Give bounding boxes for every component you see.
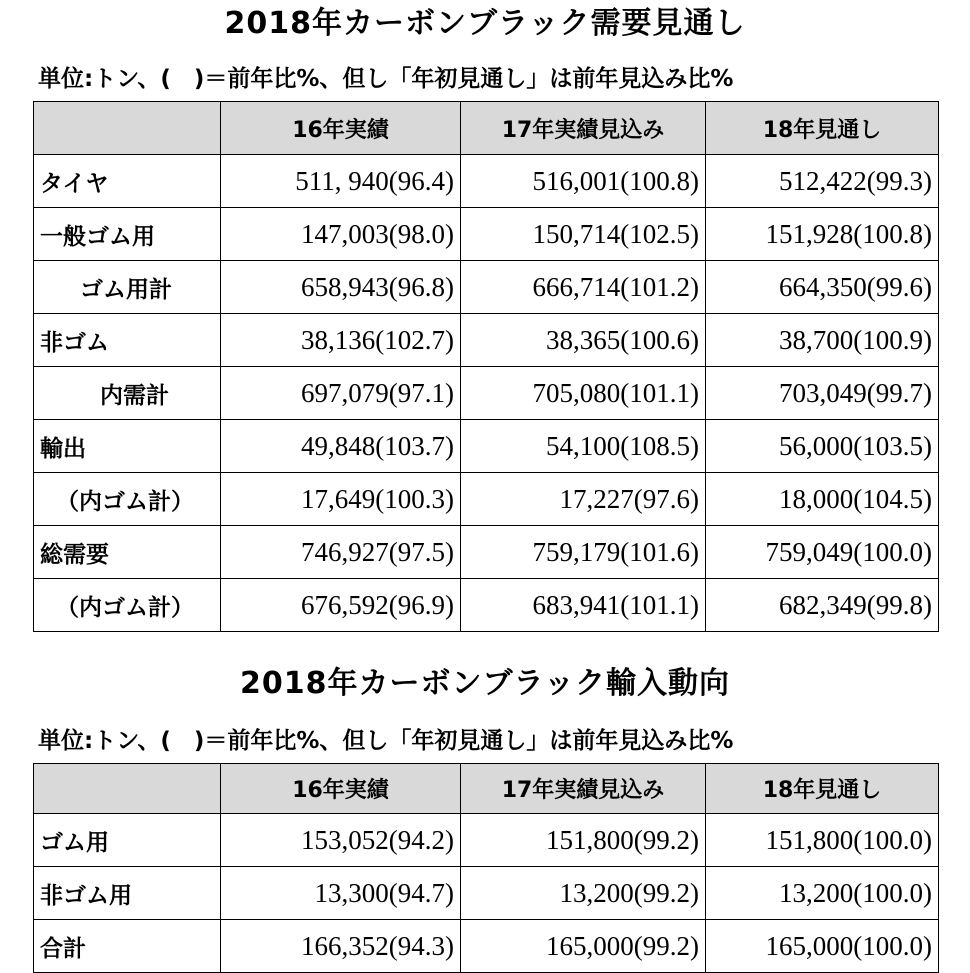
row-label-rubber-use: ゴム用 xyxy=(34,814,221,867)
cell-value: 664,350(99.6) xyxy=(706,261,939,314)
imports-header-2017: 17年実績見込み xyxy=(461,764,706,814)
table-row xyxy=(34,208,939,261)
table-row xyxy=(34,920,939,973)
demand-header-2016: 16年実績 xyxy=(221,102,461,155)
imports-header-row xyxy=(34,764,939,814)
cell-value: 56,000(103.5) xyxy=(706,420,939,473)
cell-value: 746,927(97.5) xyxy=(221,526,461,579)
cell-value: 516,001(100.8) xyxy=(461,155,706,208)
row-label-domestic-total: 内需計 xyxy=(34,367,221,420)
table-row xyxy=(34,473,939,526)
cell-value: 697,079(97.1) xyxy=(221,367,461,420)
imports-header-2016: 16年実績 xyxy=(221,764,461,814)
row-label-non-rubber-use: 非ゴム用 xyxy=(34,867,221,920)
cell-value: 13,200(99.2) xyxy=(461,867,706,920)
cell-value: 166,352(94.3) xyxy=(221,920,461,973)
cell-value: 511, 940(96.4) xyxy=(221,155,461,208)
table-row xyxy=(34,814,939,867)
cell-value: 165,000(100.0) xyxy=(706,920,939,973)
cell-value: 151,800(99.2) xyxy=(461,814,706,867)
row-label-general-rubber: 一般ゴム用 xyxy=(34,208,221,261)
row-label-non-rubber: 非ゴム xyxy=(34,314,221,367)
table-row xyxy=(34,867,939,920)
cell-value: 49,848(103.7) xyxy=(221,420,461,473)
table-row xyxy=(34,261,939,314)
row-label-export-rubber: （内ゴム計） xyxy=(34,473,221,526)
demand-header-2018: 18年見通し xyxy=(706,102,939,155)
demand-title: 2018年カーボンブラック需要見通し xyxy=(224,6,746,41)
demand-header-corner xyxy=(34,102,221,155)
cell-value: 153,052(94.2) xyxy=(221,814,461,867)
table-row xyxy=(34,579,939,632)
cell-value: 703,049(99.7) xyxy=(706,367,939,420)
cell-value: 683,941(101.1) xyxy=(461,579,706,632)
imports-header-corner xyxy=(34,764,221,814)
cell-value: 38,700(100.9) xyxy=(706,314,939,367)
cell-value: 54,100(108.5) xyxy=(461,420,706,473)
table-row xyxy=(34,314,939,367)
cell-value: 165,000(99.2) xyxy=(461,920,706,973)
row-label-export: 輸出 xyxy=(34,420,221,473)
cell-value: 676,592(96.9) xyxy=(221,579,461,632)
cell-value: 17,649(100.3) xyxy=(221,473,461,526)
row-label-total-demand: 総需要 xyxy=(34,526,221,579)
imports-title: 2018年カーボンブラック輸入動向 xyxy=(240,666,730,701)
table-row xyxy=(34,420,939,473)
cell-value: 150,714(102.5) xyxy=(461,208,706,261)
cell-value: 151,928(100.8) xyxy=(706,208,939,261)
table-row xyxy=(34,155,939,208)
demand-header-2017: 17年実績見込み xyxy=(461,102,706,155)
table-row xyxy=(34,367,939,420)
cell-value: 38,365(100.6) xyxy=(461,314,706,367)
row-label-tire: タイヤ xyxy=(34,155,221,208)
demand-header-row xyxy=(34,102,939,155)
row-label-total-rubber: （内ゴム計） xyxy=(34,579,221,632)
cell-value: 38,136(102.7) xyxy=(221,314,461,367)
cell-value: 759,049(100.0) xyxy=(706,526,939,579)
cell-value: 13,200(100.0) xyxy=(706,867,939,920)
demand-table xyxy=(33,101,939,632)
cell-value: 759,179(101.6) xyxy=(461,526,706,579)
imports-unit-note: 単位:トン、( )＝前年比%、但し「年初見通し」は前年見込み比% xyxy=(38,728,734,754)
cell-value: 151,800(100.0) xyxy=(706,814,939,867)
imports-header-2018: 18年見通し xyxy=(706,764,939,814)
cell-value: 512,422(99.3) xyxy=(706,155,939,208)
cell-value: 13,300(94.7) xyxy=(221,867,461,920)
cell-value: 18,000(104.5) xyxy=(706,473,939,526)
table-row xyxy=(34,526,939,579)
cell-value: 705,080(101.1) xyxy=(461,367,706,420)
cell-value: 17,227(97.6) xyxy=(461,473,706,526)
cell-value: 658,943(96.8) xyxy=(221,261,461,314)
imports-table xyxy=(33,763,939,973)
demand-unit-note: 単位:トン、( )＝前年比%、但し「年初見通し」は前年見込み比% xyxy=(38,66,734,92)
cell-value: 666,714(101.2) xyxy=(461,261,706,314)
cell-value: 147,003(98.0) xyxy=(221,208,461,261)
row-label-import-total: 合計 xyxy=(34,920,221,973)
cell-value: 682,349(99.8) xyxy=(706,579,939,632)
row-label-rubber-total: ゴム用計 xyxy=(34,261,221,314)
